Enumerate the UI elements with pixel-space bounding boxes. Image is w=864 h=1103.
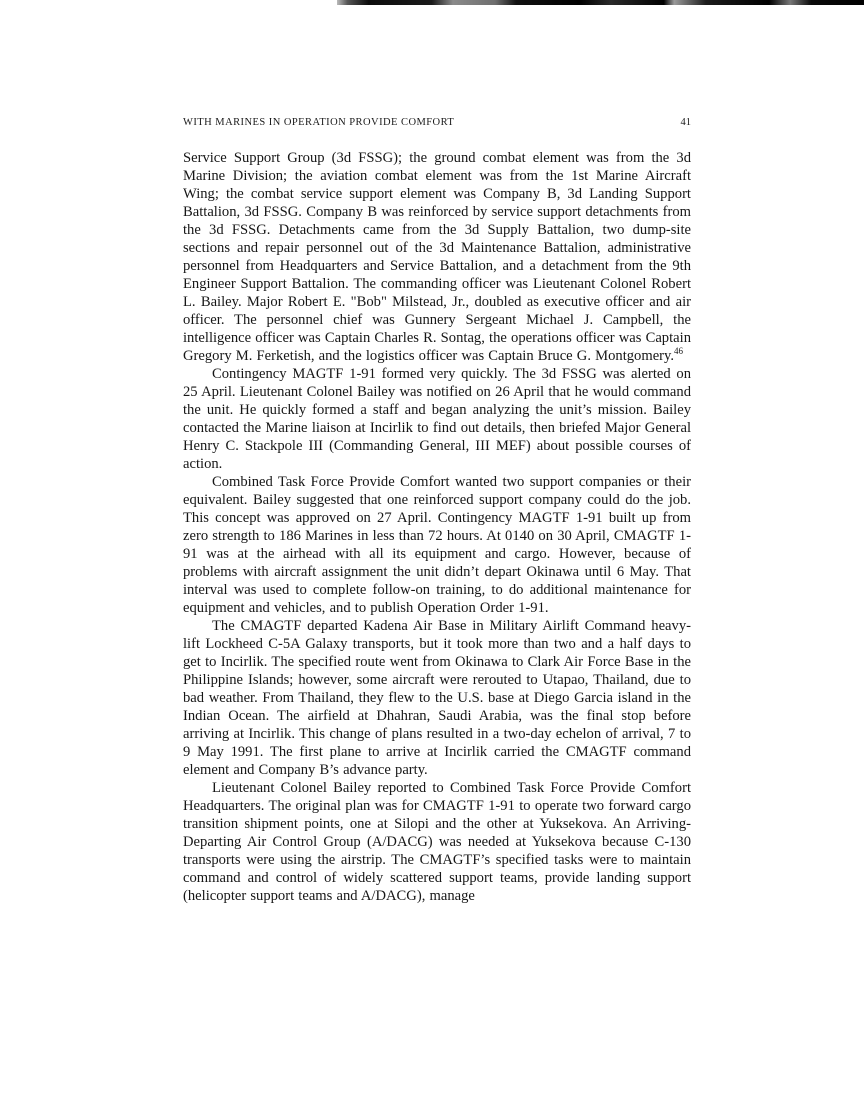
body-paragraph: The CMAGTF departed Kadena Air Base in Military Airlift Command heavy-lift Lockheed C-5A Galaxy transports, but it took more than two and a half days to get to Incirlik. The specified route went from Okinawa to Clark Air Force Base in the Philippine Islands; however, some aircraft were rerouted to Utapao, Thailand, due to bad weather. From Thailand, they flew to the U.S. base at Diego Garcia island in the Indian Ocean. The airfield at Dhahran, Saudi Arabia, was the final stop before arriving at Incirlik. This change of plans resulted in a two-day echelon of arrival, 7 to 9 May 1991. The first plane to arrive at Incirlik carried the CMAGTF command element and Company B’s advance party.	[183, 618, 691, 778]
footnote-reference: 46	[674, 346, 684, 357]
body-paragraph	[183, 149, 691, 365]
page-number: 41	[680, 117, 691, 128]
running-title: WITH MARINES IN OPERATION PROVIDE COMFORT	[183, 117, 455, 128]
body-paragraph: Contingency MAGTF 1-91 formed very quickly. The 3d FSSG was alerted on 25 April. Lieutenant Colonel Bailey was notified on 26 April that he would command the unit. He quickly formed a staff and began analyzing the unit’s mission. Bailey contacted the Marine liaison at Incirlik to find out details, then briefed Major General Henry C. Stackpole III (Commanding General, III MEF) about possible courses of action.	[183, 366, 691, 472]
paragraph-text: Service Support Group (3d FSSG); the ground combat element was from the 3d Marine Division; the aviation combat element was from the 1st Marine Aircraft Wing; the combat service support element was Company B, 3d Landing Support Battalion, 3d FSSG. Company B was reinforced by service support detachments from the 3d FSSG. Detachments came from the 3d Supply Battalion, two dump-site sections and repair personnel out of the 3d Maintenance Battalion, administrative personnel from Headquarters and Service Battalion, and a detachment from the 9th Engineer Support Battalion. The commanding officer was Lieutenant Colonel Robert L. Bailey. Major Robert E. "Bob" Milstead, Jr., doubled as executive officer and air officer. The personnel chief was Gunnery Sergeant Michael J. Campbell, the intelligence officer was Captain Charles R. Sontag, the operations officer was Captain Gregory M. Ferketish, and the logistics officer was Captain Bruce G. Montgomery.	[183, 150, 691, 364]
body-paragraph: Lieutenant Colonel Bailey reported to Combined Task Force Provide Comfort Headquarters. The original plan was for CMAGTF 1-91 to operate two forward cargo transition shipment points, one at Silopi and the other at Yuksekova. An Arriving-Departing Air Control Group (A/DACG) was needed at Yuksekova because C-130 transports were using the airstrip. The CMAGTF’s specified tasks were to maintain command and control of widely scattered support teams, provide landing support (helicopter support teams and A/DACG), manage	[183, 780, 691, 904]
running-header	[183, 117, 691, 128]
body-paragraph: Combined Task Force Provide Comfort wanted two support companies or their equivalent. Bailey suggested that one reinforced support company could do the job. This concept was approved on 27 April. Contingency MAGTF 1-91 built up from zero strength to 186 Marines in less than 72 hours. At 0140 on 30 April, CMAGTF 1-91 was at the airhead with all its equipment and cargo. However, because of problems with aircraft assignment the unit didn’t depart Okinawa until 6 May. That interval was used to complete follow-on training, to do additional maintenance for equipment and vehicles, and to publish Operation Order 1-91.	[183, 474, 691, 616]
page-body	[183, 149, 691, 905]
scan-artifact-bar	[337, 0, 864, 5]
